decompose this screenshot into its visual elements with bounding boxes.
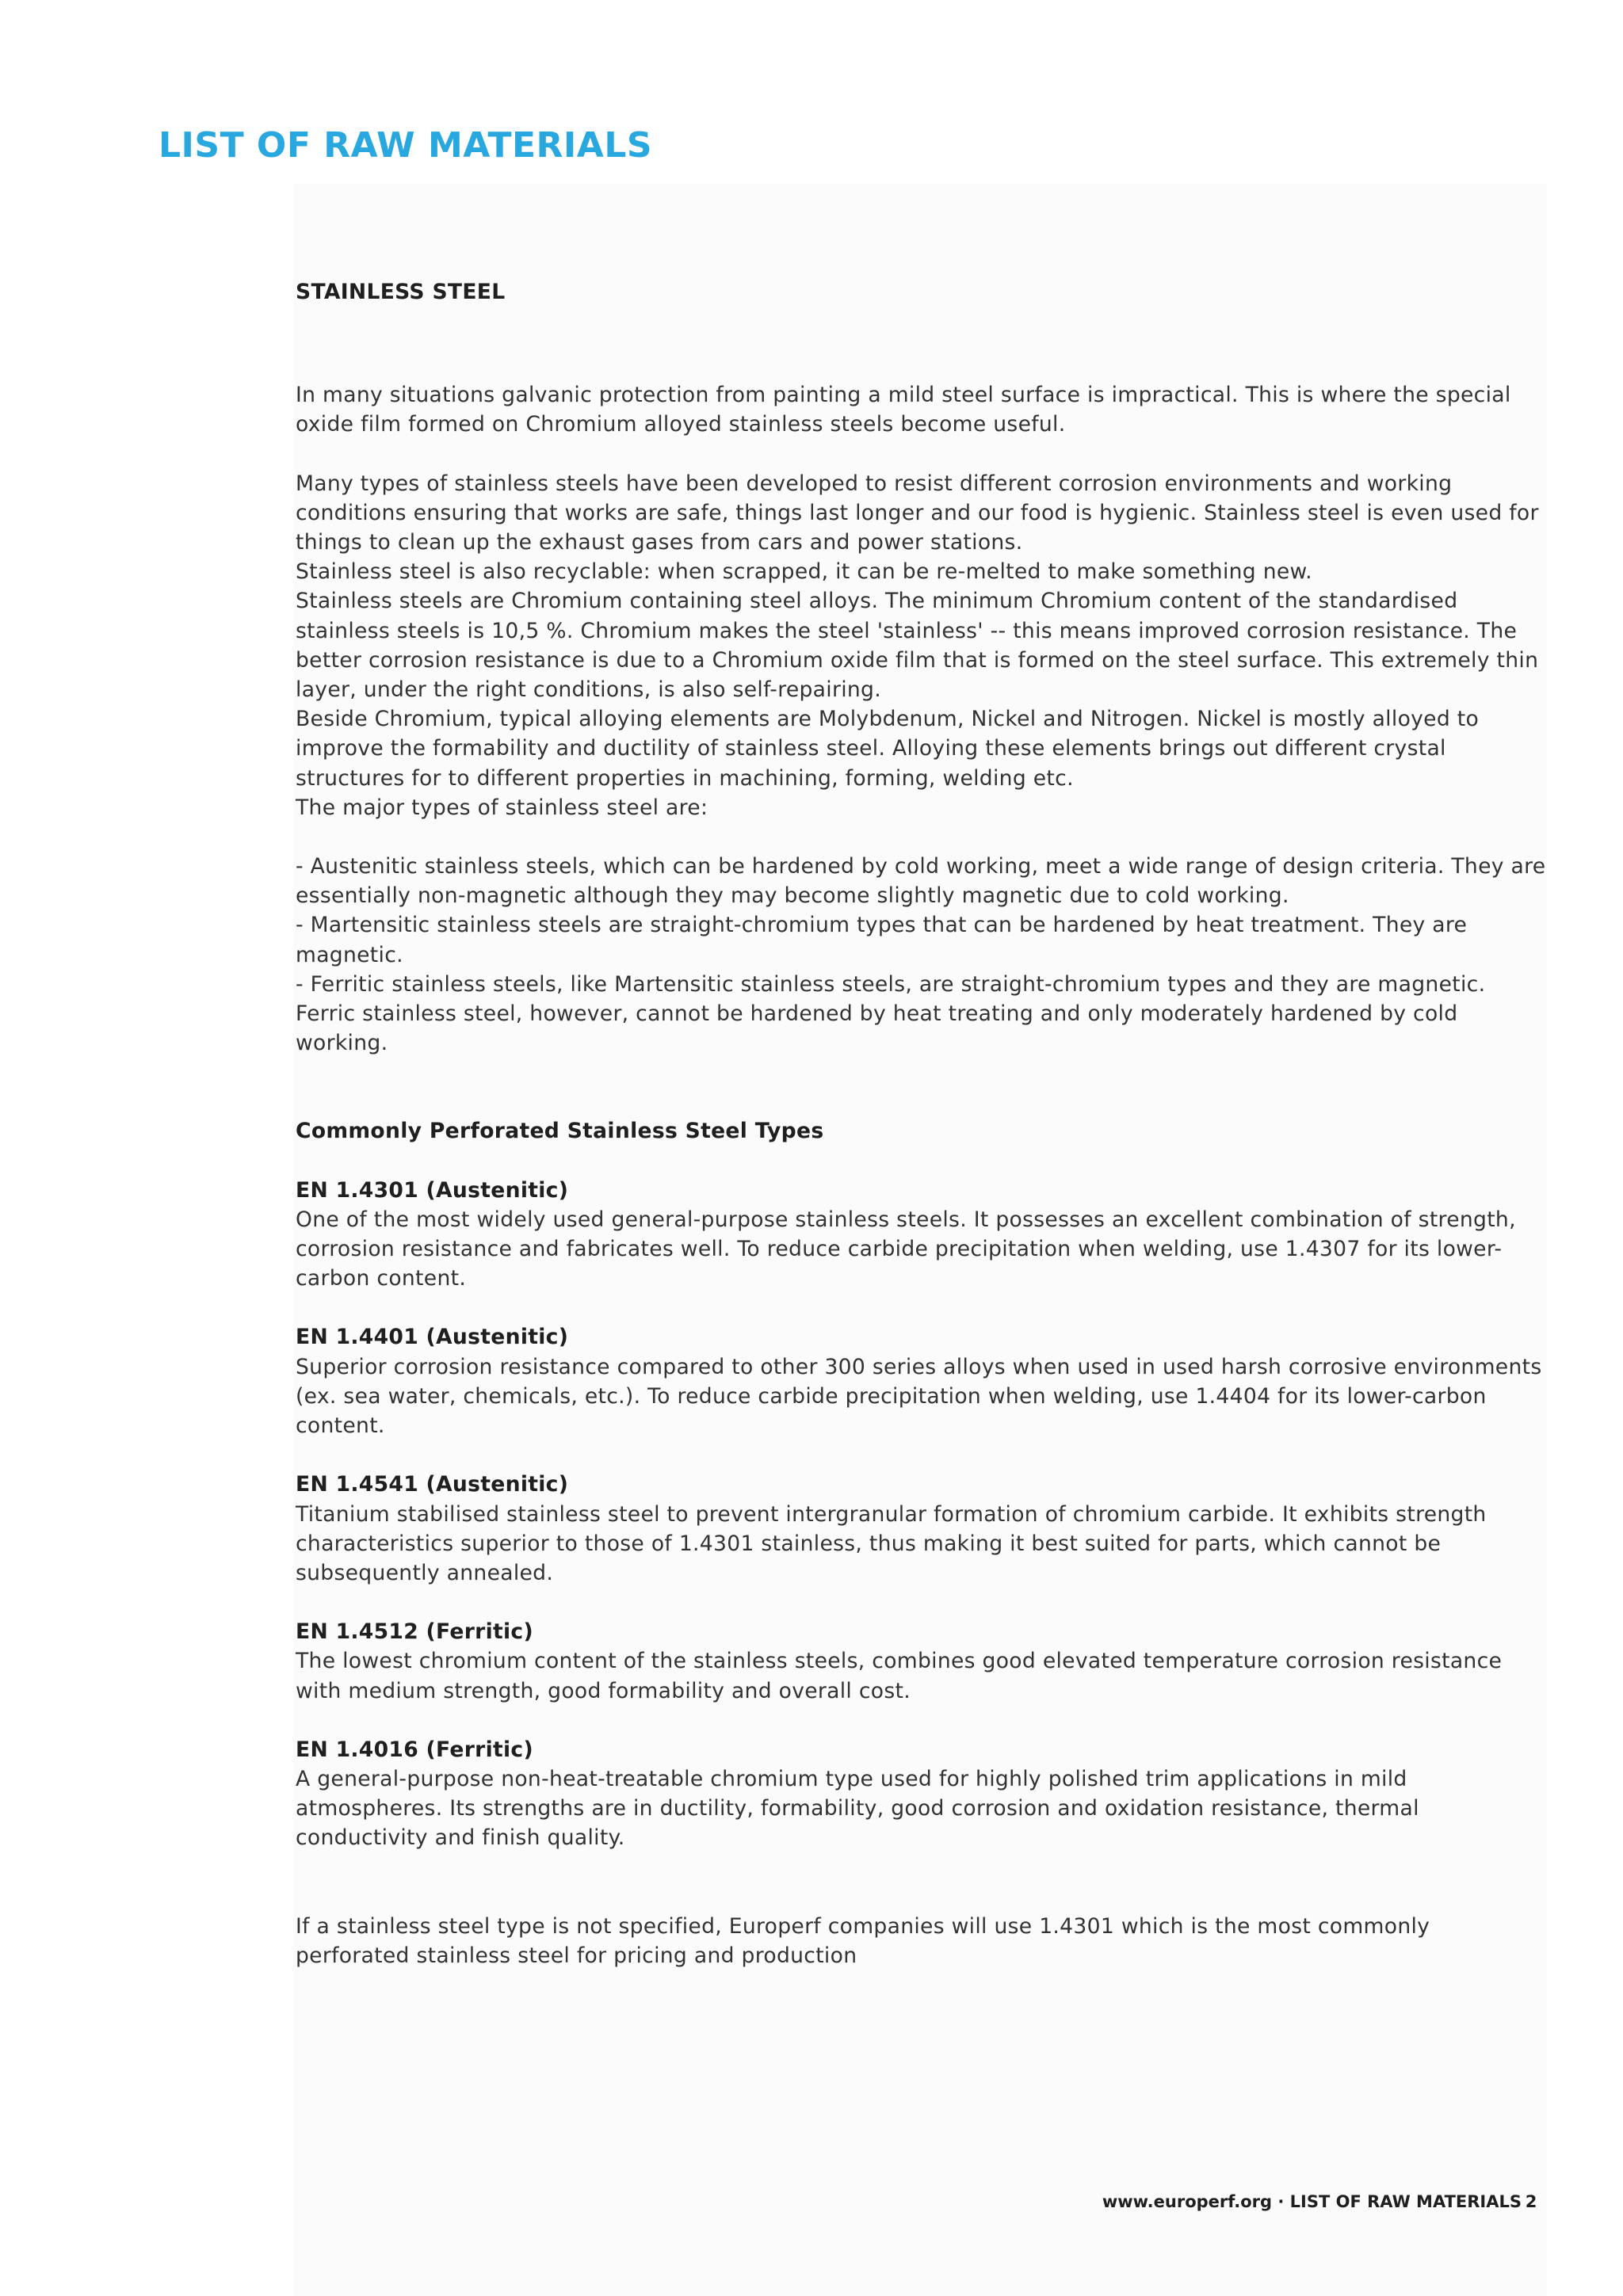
- steel-type-description: A general-purpose non-heat-treatable chromium type used for highly polished trim applications in mild atmospheres. Its strengths are in ductility, formability, good corrosion and oxidation resistance, thermal conductivity and finish quality.: [296, 1766, 1419, 1851]
- steel-type-description: The lowest chromium content of the stainless steels, combines good elevated temperature corrosion resistance with medium strength, good formability and overall cost.: [296, 1649, 1503, 1703]
- body-line: Stainless steels are Chromium containing steel alloys. The minimum Chromium content of the standardised stainless steels is 10,5 %. Chromium makes the steel 'stainless' -- this means improved corrosion resistance. The better corrosion resistance is due to a Chromium oxide film that is formed on the steel surface. This extremely thin layer, under the right conditions, is also self-repairing.: [296, 589, 1539, 703]
- closing-note: If a stainless steel type is not specified, Europerf companies will use 1.4301 which is the most commonly perforated stainless steel for pricing and production: [296, 1913, 1430, 1968]
- types-list-item: - Austenitic stainless steels, which can be hardened by cold working, meet a wide range of design criteria. They are essentially non-magnetic although they may become slightly magnetic due to cold working.: [296, 854, 1546, 909]
- steel-type-name: EN 1.4301 (Austenitic): [296, 1177, 569, 1203]
- steel-type-description: Titanium stabilised stainless steel to prevent intergranular formation of chromium carbide. It exhibits strength characteristics superior to those of 1.4301 stainless, thus making it best suited for parts, which cannot be subsequently annealed.: [296, 1501, 1487, 1585]
- steel-type-description: Superior corrosion resistance compared to other 300 series alloys when used in used harsh corrosive environments (ex. sea water, chemicals, etc.). To reduce carbide precipitation when welding, use 1.4404 for its lower-carbon content.: [296, 1354, 1542, 1439]
- subsection-heading: Commonly Perforated Stainless Steel Types: [296, 1119, 824, 1144]
- types-list-item: - Ferritic stainless steels, like Martensitic stainless steels, are straight-chromium types and they are magnetic. Ferric stainless steel, however, cannot be hardened by heat treating and only moderately hardened by cold working.: [296, 971, 1486, 1056]
- steel-type-name: EN 1.4016 (Ferritic): [296, 1737, 533, 1762]
- document-body: [296, 277, 1548, 1970]
- steel-type-name: EN 1.4541 (Austenitic): [296, 1472, 569, 1497]
- intro-paragraph: In many situations galvanic protection from painting a mild steel surface is impractical. This is where the special oxide film formed on Chromium alloyed stainless steels become useful.: [296, 383, 1511, 437]
- body-line: Beside Chromium, typical alloying elements are Molybdenum, Nickel and Nitrogen. Nickel is mostly alloyed to improve the formability and ductility of stainless steel. Alloying these elements brings out different crystal structures for to different properties in machining, forming, welding etc.: [296, 707, 1480, 791]
- steel-type-description: One of the most widely used general-purpose stainless steels. It possesses an excellent combination of strength, corrosion resistance and fabricates well. To reduce carbide precipitation when welding, use 1.4307 for its lower-carbon content.: [296, 1207, 1516, 1291]
- page-number: 2: [1525, 2192, 1537, 2211]
- body-line: The major types of stainless steel are:: [296, 795, 708, 820]
- body-line: Many types of stainless steels have been developed to resist different corrosion environments and working conditions ensuring that works are safe, things last longer and our food is hygienic. Stainless steel is even used for things to clean up the exhaust gases from cars and power stations.: [296, 471, 1539, 555]
- footer-text: www.europerf.org · LIST OF RAW MATERIALS: [1102, 2192, 1522, 2211]
- types-list-item: - Martensitic stainless steels are straight-chromium types that can be hardened by heat treatment. They are magnetic.: [296, 913, 1468, 967]
- section-heading: STAINLESS STEEL: [296, 280, 506, 304]
- page-title: LIST OF RAW MATERIALS: [158, 125, 653, 166]
- body-line: Stainless steel is also recyclable: when scrapped, it can be re-melted to make something new.: [296, 559, 1312, 585]
- steel-type-name: EN 1.4512 (Ferritic): [296, 1619, 533, 1645]
- steel-type-name: EN 1.4401 (Austenitic): [296, 1325, 569, 1350]
